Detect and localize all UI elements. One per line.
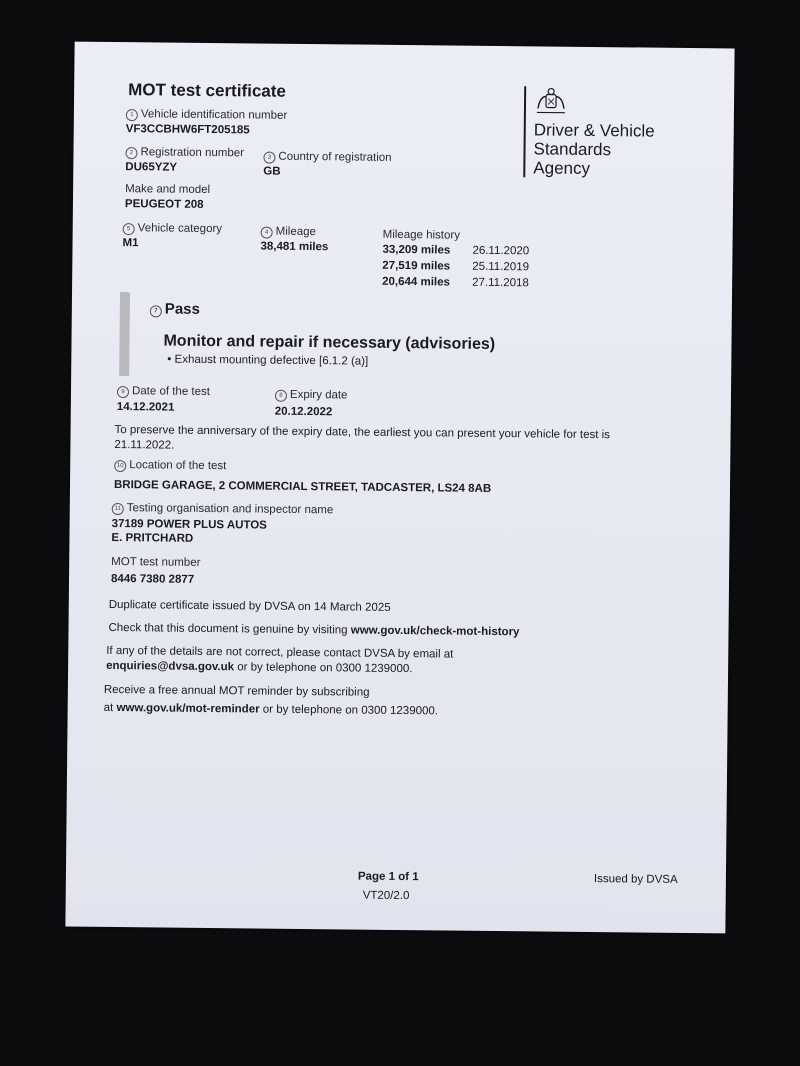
registration-label: 2 Registration number (125, 146, 244, 160)
expiry-date-label: 8 Expiry date (275, 389, 348, 403)
category-label: 5 Vehicle category (123, 222, 223, 236)
pass-status: 7 Pass (150, 300, 200, 318)
advisory-heading: Monitor and repair if necessary (advisories) (163, 332, 496, 353)
reminder-note: Receive a free annual MOT reminder by subscribing (103, 683, 370, 699)
vin-label: 1 Vehicle identification number (126, 108, 288, 123)
check-mot-link[interactable]: www.gov.uk/check-mot-history (350, 624, 520, 639)
mileage-history-row: 27,519 miles 25.11.2019 (382, 259, 530, 274)
bullet-icon: • (167, 353, 172, 366)
anniversary-note: To preserve the anniversary of the expiry date, the earliest you can present your vehicle for test is (114, 424, 611, 442)
duplicate-note: Duplicate certificate issued by DVSA on 14 March 2025 (108, 598, 391, 614)
agency-line-3: Agency (533, 158, 591, 178)
test-date-label: 9 Date of the test (117, 385, 210, 399)
inspector-value: E. PRITCHARD (111, 531, 194, 545)
royal-coat-of-arms-icon (534, 86, 568, 116)
mot-reminder-link[interactable]: www.gov.uk/mot-reminder (116, 702, 260, 716)
mileage-value: 38,481 miles (260, 240, 329, 254)
location-value: BRIDGE GARAGE, 2 COMMERCIAL STREET, TADCASTER, LS24 8AB (113, 479, 492, 495)
test-date-value: 14.12.2021 (116, 401, 175, 414)
mot-number-value: 8446 7380 2877 (110, 572, 195, 586)
advisory-item: • Exhaust mounting defective [6.1.2 (a)] (167, 353, 369, 368)
org-label: 11 Testing organisation and inspector name (112, 502, 334, 517)
org-value: 37189 POWER PLUS AUTOS (111, 517, 267, 532)
page-number: Page 1 of 1 (357, 870, 419, 884)
certificate-paper (65, 42, 734, 934)
page-title: MOT test certificate (128, 80, 287, 101)
agency-name (523, 86, 655, 178)
check-note: Check that this document is genuine by visiting www.gov.uk/check-mot-history (108, 621, 520, 639)
issued-by: Issued by DVSA (593, 873, 678, 886)
expiry-date-value: 20.12.2022 (274, 405, 333, 419)
agency-line-2: Standards (533, 139, 612, 160)
category-value: M1 (122, 237, 139, 250)
dvsa-logo (523, 86, 655, 178)
contact-note: If any of the details are not correct, please contact DVSA by email at (106, 644, 454, 661)
form-code: VT20/2.0 (362, 889, 410, 903)
result-bar (119, 292, 130, 376)
mot-number-label: MOT test number (111, 555, 201, 569)
contact-email-link[interactable]: enquiries@dvsa.gov.uk (106, 659, 235, 674)
make-label: Make and model (125, 183, 211, 196)
contact-note-2: enquiries@dvsa.gov.uk or by telephone on 0300 1239000. (106, 659, 413, 676)
anniversary-date: 21.11.2022. (114, 439, 175, 452)
vin-value: VF3CCBHW6FT205185 (125, 123, 250, 137)
registration-value: DU65YZY (125, 161, 178, 174)
mileage-history-row: 33,209 miles 26.11.2020 (382, 243, 530, 258)
agency-line-1: Driver & Vehicle (533, 120, 655, 141)
reminder-note-2: at www.gov.uk/mot-reminder or by telephone on 0300 1239000. (103, 701, 439, 718)
country-label: 3 Country of registration (263, 151, 391, 165)
mileage-label: 4 Mileage (261, 226, 316, 240)
mileage-history-row: 20,644 miles 27.11.2018 (382, 275, 529, 290)
make-value: PEUGEOT 208 (124, 198, 204, 211)
mileage-history-label: Mileage history (382, 228, 461, 242)
country-value: GB (263, 165, 281, 178)
location-label: 10 Location of the test (114, 459, 226, 473)
